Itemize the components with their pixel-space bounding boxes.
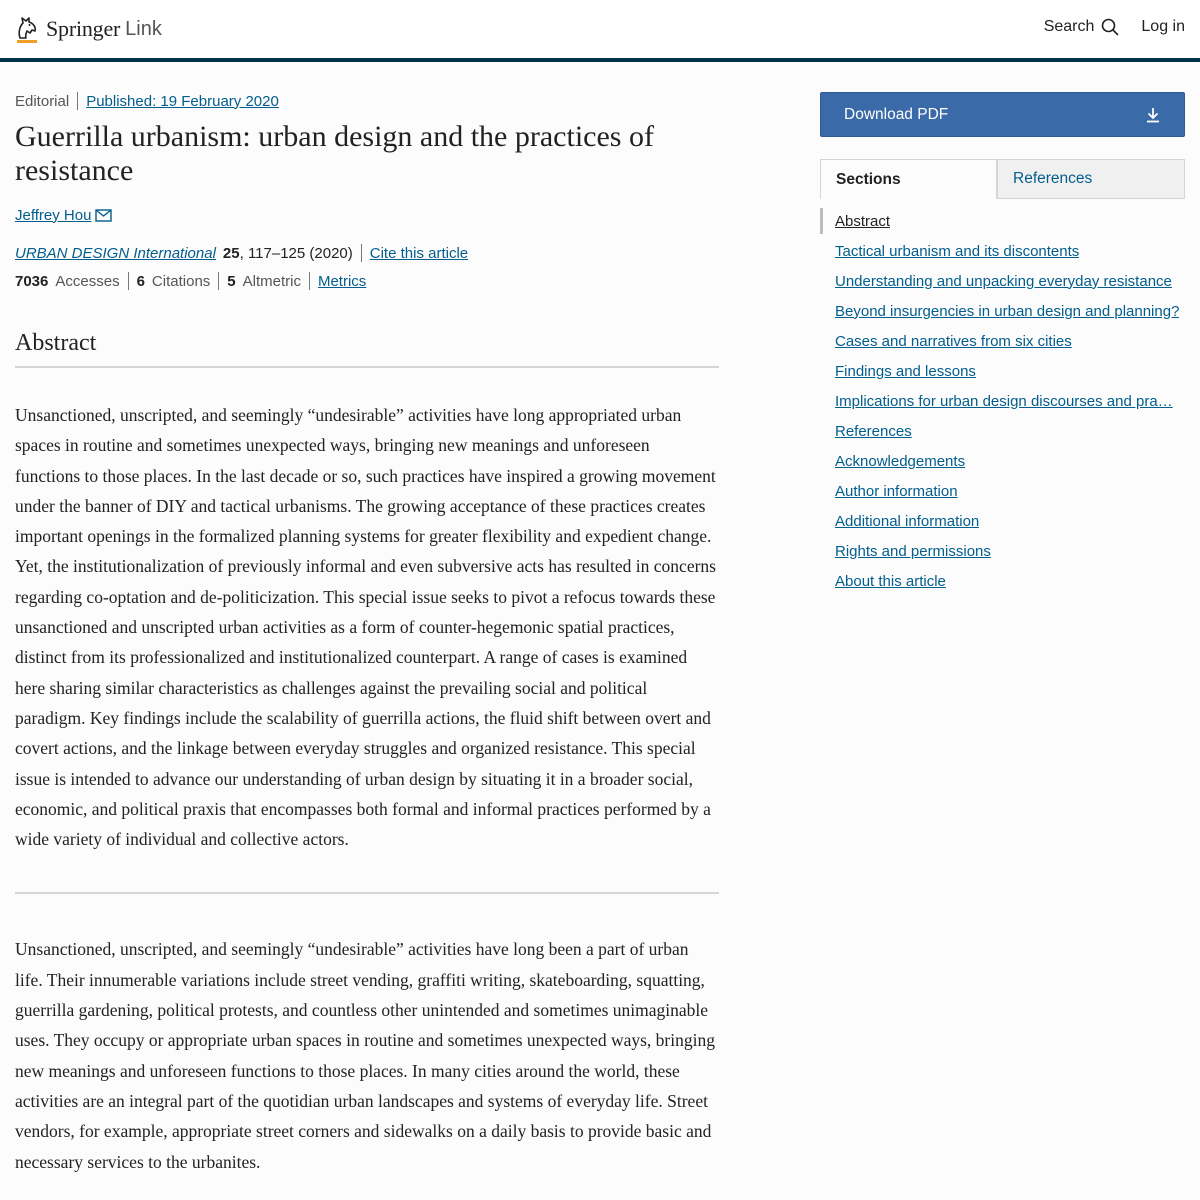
article-metrics xyxy=(15,270,719,292)
accesses-label: Accesses xyxy=(55,272,120,290)
toc-item xyxy=(820,416,1185,446)
toc-link[interactable]: About this article xyxy=(835,572,946,590)
search-icon xyxy=(1101,18,1119,36)
toc-item xyxy=(820,446,1185,476)
journal-citation xyxy=(15,242,719,264)
sections-nav xyxy=(820,206,1185,596)
article-main xyxy=(15,90,719,1177)
toc-item xyxy=(820,236,1185,266)
divider xyxy=(361,244,362,262)
toc-item xyxy=(820,266,1185,296)
toc-link[interactable]: Additional information xyxy=(835,512,980,530)
citations-label: Citations xyxy=(151,272,211,290)
sidebar-tabs xyxy=(820,159,1185,199)
metrics-link[interactable]: Metrics xyxy=(317,272,367,290)
author-link[interactable]: Jeffrey Hou xyxy=(15,206,92,224)
journal-volume: 25 xyxy=(222,244,240,262)
download-pdf-label: Download PDF xyxy=(844,105,949,123)
article-type: Editorial xyxy=(15,92,70,110)
toc-item xyxy=(820,386,1185,416)
altmetric-count: 5 xyxy=(227,272,236,290)
abstract-divider xyxy=(15,366,719,368)
accesses-count: 7036 xyxy=(15,272,49,290)
tab-references[interactable]: References xyxy=(997,159,1185,199)
site-header xyxy=(0,0,1200,62)
divider xyxy=(77,92,78,110)
toc-link[interactable]: Abstract xyxy=(835,212,891,230)
published-date-link[interactable]: Published: 19 February 2020 xyxy=(86,92,279,110)
toc-item xyxy=(820,326,1185,356)
journal-pages-year: , 117–125 (2020) xyxy=(239,244,353,262)
author-list xyxy=(15,204,719,226)
toc-item xyxy=(820,296,1185,326)
toc-link[interactable]: Tactical urbanism and its discontents xyxy=(835,242,1080,260)
article-meta xyxy=(15,90,719,112)
toc-item xyxy=(820,476,1185,506)
toc-link[interactable]: Author information xyxy=(835,482,958,500)
springer-link-logo[interactable] xyxy=(14,13,162,45)
springer-horse-logo-icon xyxy=(14,14,40,44)
intro-paragraph: Unsanctioned, unscripted, and seemingly “undesirable” activities have long been a part of urban life. Their innumerable variations include street vending, graffiti writing, skateboarding, squatting, guerrilla gardening, political protests, and countless other unintended and sometimes unimaginable uses. They occupy or appropriate urban spaces in routine and sometimes unexpected ways, bringing new meanings and unforeseen functions to those places. In many cities around the world, these activities are an integral part of the quotidian urban landscapes and systems of everyday life. Street vendors, for example, appropriate street corners and sidewalks on a daily basis to provide basic and necessary services to the urbanites. xyxy=(15,939,715,1172)
download-icon xyxy=(1146,107,1160,123)
login-link[interactable]: Log in xyxy=(1141,18,1185,35)
altmetric-label: Altmetric xyxy=(242,272,301,290)
download-pdf-button[interactable] xyxy=(820,92,1185,137)
article-title: Guerrilla urbanism: urban design and the practices of resistance xyxy=(15,120,654,187)
abstract-heading: Abstract xyxy=(15,330,97,356)
email-icon[interactable] xyxy=(95,209,112,222)
toc-link[interactable]: Cases and narratives from six cities xyxy=(835,332,1072,350)
toc-link[interactable]: Beyond insurgencies in urban design and planning? xyxy=(835,302,1180,320)
toc-item xyxy=(820,566,1185,596)
toc-link[interactable]: Implications for urban design discourses and pra… xyxy=(835,392,1173,410)
toc-item xyxy=(820,536,1185,566)
toc-item xyxy=(820,356,1185,386)
section-divider xyxy=(15,892,719,894)
toc-link[interactable]: Rights and permissions xyxy=(835,542,991,560)
divider xyxy=(218,272,219,290)
abstract-text: Unsanctioned, unscripted, and seemingly “undesirable” activities have long appropriated urban spaces in routine and sometimes unexpected ways, bringing new meanings and unforeseen functions to those places. In the last decade or so, such practices have inspired a growing movement under the banner of DIY and tactical urbanisms. The growing acceptance of these practices creates important openings in the formalized planning systems for greater flexibility and expedient change. Yet, the institutionalization of previously informal and even subversive acts has resulted in concerns regarding co-optation and de-politicization. This special issue seeks to pivot a refocus towards these unsanctioned and unscripted urban activities as a form of counter-hegemonic spatial practices, distinct from its professionalized and institutionalized counterpart. A range of cases is examined here sharing similar characteristics as challenges against the prevailing social and political paradigm. Key findings include the scalability of guerrilla actions, the fluid shift between overt and covert actions, and the linkage between everyday struggles and organized resistance. This special issue is intended to advance our understanding of urban design by situating it in a broader social, economic, and political praxis that encompasses both formal and informal practices performed by a wide variety of individual and collective actors. xyxy=(15,405,716,850)
cite-article-link[interactable]: Cite this article xyxy=(369,244,469,262)
toc-link[interactable]: References xyxy=(835,422,912,440)
article-sidebar xyxy=(820,92,1185,596)
journal-name: URBAN DESIGN International xyxy=(15,244,216,262)
toc-link[interactable]: Findings and lessons xyxy=(835,362,976,380)
toc-link[interactable]: Understanding and unpacking everyday resistance xyxy=(835,272,1172,290)
toc-item-abstract xyxy=(820,206,1185,236)
search-button[interactable] xyxy=(1044,18,1120,36)
search-label: Search xyxy=(1043,18,1095,35)
tab-sections[interactable]: Sections xyxy=(820,159,997,199)
toc-link[interactable]: Acknowledgements xyxy=(835,452,966,470)
logo-sub-wordmark: Link xyxy=(125,17,162,40)
divider xyxy=(309,272,310,290)
divider xyxy=(128,272,129,290)
toc-item xyxy=(820,506,1185,536)
logo-wordmark: Springer xyxy=(46,16,121,41)
journal-link[interactable] xyxy=(15,245,216,262)
citations-count: 6 xyxy=(136,272,145,290)
